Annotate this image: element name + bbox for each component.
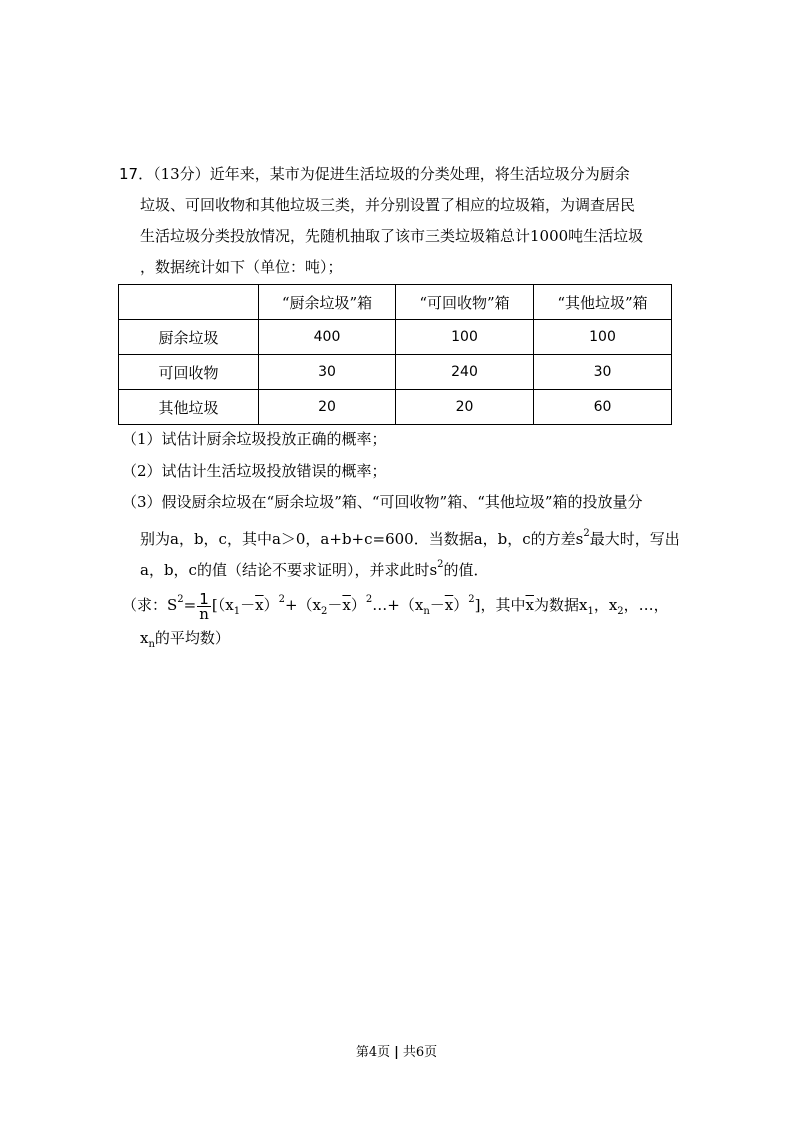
part-3-line-3 (140, 554, 489, 581)
subscript: n (423, 606, 430, 617)
x-bar: $\overline{x}$ (342, 596, 351, 614)
table-row (119, 390, 672, 425)
formula-text: ，x (593, 596, 618, 614)
row-label: 可回收物 (119, 355, 259, 390)
formula-prefix: （求：S (122, 596, 178, 614)
formula-paren: ） (263, 596, 279, 614)
part-3-text: 别为a，b，c，其中a＞0，a+b+c=600．当数据a，b，c的方差s (140, 530, 584, 548)
x-bar: $\overline{x}$ (255, 596, 264, 614)
fraction-numerator: 1 (197, 592, 211, 607)
formula-paren: ） (453, 596, 469, 614)
table-cell: 240 (396, 355, 534, 390)
row-label: 其他垃圾 (119, 390, 259, 425)
question-line-2: 垃圾、可回收物和其他垃圾三类，并分别设置了相应的垃圾箱，为调查居民 (140, 196, 636, 214)
part-3-text: a，b，c的值（结论不要求证明），并求此时s (140, 561, 438, 579)
question-line-1 (119, 163, 630, 185)
formula-text: ，其中 (480, 596, 526, 614)
formula-line-2 (140, 627, 230, 656)
footer-separator: | (394, 1045, 399, 1060)
subscript: 2 (321, 606, 328, 617)
table-header-cell: “其他垃圾”箱 (534, 285, 672, 320)
table-cell: 20 (396, 390, 534, 425)
formula-paren: ） (350, 596, 366, 614)
x-bar: $\overline{x}$ (444, 596, 454, 614)
table-cell: 100 (396, 320, 534, 355)
part-2: （2）试估计生活垃圾投放错误的概率； (122, 462, 387, 480)
formula-term: [（x (211, 596, 234, 614)
formula-minus: － (240, 596, 256, 614)
formula-minus: － (327, 596, 343, 614)
subscript: 1 (587, 606, 594, 617)
formula-minus: － (429, 596, 445, 614)
subscript: 1 (233, 606, 241, 617)
question-line-4: ，数据统计如下（单位：吨）； (140, 258, 343, 276)
question-score: （13分） (153, 165, 210, 183)
fraction-denominator: n (199, 604, 209, 623)
part-3-text: 最大时，写出 (589, 530, 680, 548)
table-header-cell (119, 285, 259, 320)
part-1: （1）试估计厨余垃圾投放正确的概率； (122, 430, 387, 448)
table-cell: 30 (534, 355, 672, 390)
formula-ellipsis: …+ (372, 596, 400, 614)
superscript-2: 2 (278, 594, 285, 605)
formula-bracket: ] (474, 596, 481, 614)
formula-text: ，…， (623, 596, 669, 614)
variance-formula: （求：$S^2=$ $\frac{1}{n}$ $[(x_1-\overline{x})^2+(x_2-\overline{x})^2\dots+(x_n-\overline{x})^2]$，其中$\overline{x}$为数据$x_1$，$x_2$，…， (122, 589, 669, 623)
superscript-2: 2 (177, 594, 184, 605)
table-row (119, 320, 672, 355)
formula-text: 为数据x (533, 596, 588, 614)
table-cell: 100 (534, 320, 672, 355)
page-number: 第4页 (355, 1045, 391, 1060)
formula-plus: + (284, 596, 298, 614)
part-3-line-1: （3）假设厨余垃圾在“厨余垃圾”箱、“可回收物”箱、“其他垃圾”箱的投放量分 (122, 493, 643, 511)
page-total: 共6页 (402, 1045, 438, 1060)
x-bar: $\overline{x}$ (525, 596, 534, 614)
superscript-2: 2 (365, 594, 373, 605)
table-cell: 30 (259, 355, 396, 390)
table-cell: 400 (259, 320, 396, 355)
subscript: n (148, 639, 155, 650)
row-label: 厨余垃圾 (119, 320, 259, 355)
page-footer (0, 1041, 793, 1060)
table-cell: 60 (534, 390, 672, 425)
table-header-cell: “可回收物”箱 (396, 285, 534, 320)
table-cell: 20 (259, 390, 396, 425)
statistics-table (118, 284, 672, 425)
superscript-2: 2 (437, 559, 444, 570)
superscript-2: 2 (583, 528, 590, 539)
subscript: 2 (617, 606, 624, 617)
question-line-3: 生活垃圾分类投放情况，先随机抽取了该市三类垃圾箱总计1000吨生活垃圾 (140, 227, 644, 245)
fraction-1-over-n (197, 589, 211, 623)
superscript-2: 2 (468, 594, 475, 605)
question-stem: 近年来，某市为促进生活垃圾的分类处理，将生活垃圾分为厨余 (209, 165, 630, 183)
table-row (119, 355, 672, 390)
table-header-row (119, 285, 672, 320)
part-3-text: 的值． (443, 561, 489, 579)
formula-equals: = (183, 596, 197, 614)
formula-text: x (140, 629, 149, 647)
table-header-cell: “厨余垃圾”箱 (259, 285, 396, 320)
formula-text: 的平均数） (154, 629, 230, 647)
part-3-line-2 (140, 523, 680, 550)
question-number: 17． (119, 165, 154, 183)
